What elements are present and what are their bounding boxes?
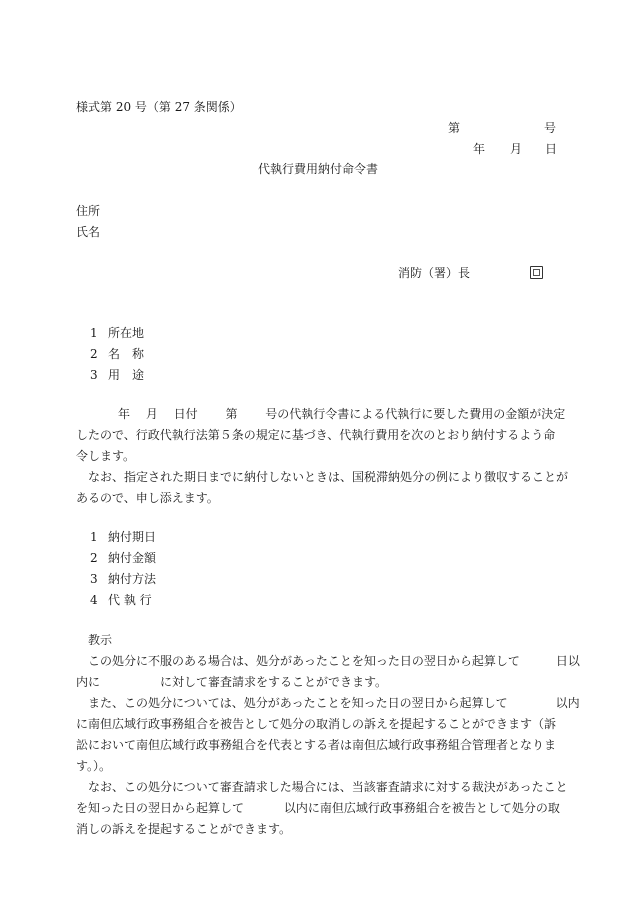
payment-item-number: 4 [90, 593, 98, 607]
notice-heading: 教示 [88, 633, 113, 647]
notice-line: この処分に不服のある場合は、処分があったことを知った日の翌日から起算して 日以 [88, 654, 580, 668]
order-paragraph-line-1: 年 月 日付 第 号の代執行令書による代執行に要した費用の金額が決定 [118, 407, 566, 421]
order-paragraph-line-2: したので、行政代執行法第５条の規定に基づき、代執行費用を次のとおり納付するよう命 [76, 428, 556, 442]
document-number-prefix: 第 [448, 121, 461, 135]
property-item-number: 3 [90, 368, 98, 382]
seal-mark [530, 266, 543, 281]
payment-item-label: 納付金額 [108, 551, 157, 565]
issuer-title: 消防（署）長 [398, 266, 471, 280]
payment-item-number: 1 [90, 530, 98, 544]
property-item-label: 所在地 [108, 326, 145, 340]
property-item-label: 用 途 [108, 368, 145, 382]
date-month-label: 月 [510, 142, 523, 156]
notice-line: 訟において南但広域行政事務組合を代表とする者は南但広域行政事務組合管理者となりま [76, 738, 557, 752]
date-year-label: 年 [473, 142, 486, 156]
seal-icon [530, 266, 543, 279]
address-label: 住所 [76, 204, 101, 218]
payment-item-number: 3 [90, 572, 98, 586]
notice-line: また、この処分については、処分があったことを知った日の翌日から起算して 以内 [88, 696, 580, 710]
notice-line: なお、この処分について審査請求した場合には、当該審査請求に対する裁決があったこと [88, 780, 568, 794]
notice-line: 消しの訴えを提起することができます。 [76, 822, 292, 836]
payment-item-number: 2 [90, 551, 98, 565]
payment-item-label: 代 執 行 [108, 593, 152, 607]
name-label: 氏名 [76, 225, 101, 239]
warning-paragraph-line-2: あるので、申し添えます。 [76, 491, 219, 505]
property-item-number: 2 [90, 347, 98, 361]
warning-paragraph-line-1: なお、指定された期日までに納付しないときは、国税滞納処分の例により徴収することが [88, 470, 569, 484]
date-day-label: 日 [545, 142, 558, 156]
document-title: 代執行費用納付命令書 [258, 162, 379, 176]
notice-line: を知った日の翌日から起算して 以内に南但広域行政事務組合を被告として処分の取 [76, 801, 560, 815]
notice-line: 内に に対して審査請求をすることができます。 [76, 675, 388, 689]
notice-line: す。）。 [76, 759, 112, 773]
order-paragraph-line-3: 令します。 [76, 449, 136, 463]
document-number-suffix: 号 [544, 121, 557, 135]
property-item-number: 1 [90, 326, 98, 340]
form-number: 様式第 20 号（第 27 条関係） [76, 100, 242, 114]
payment-item-label: 納付期日 [108, 530, 157, 544]
notice-line: に南但広域行政事務組合を被告として処分の取消しの訴えを提起することができます（訴 [76, 717, 557, 731]
property-item-label: 名 称 [108, 347, 145, 361]
payment-item-label: 納付方法 [108, 572, 157, 586]
